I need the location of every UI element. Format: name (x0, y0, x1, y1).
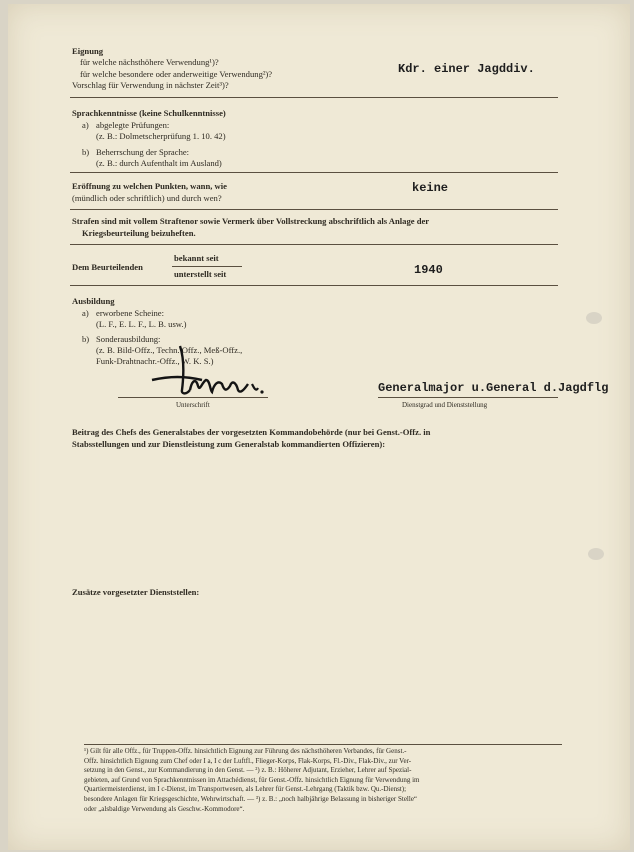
beitrag-line-2: Stabsstellungen und zur Dienstleistung zum Generalstab kommandierten Offizieren): (72, 439, 386, 449)
divider (70, 285, 558, 286)
unterschrift-label: Unterschrift (176, 401, 210, 409)
ausbildung-b-text: Sonderausbildung: (96, 334, 161, 344)
sprache-heading: Sprachkenntnisse (keine Schulkenntnisse) (72, 108, 226, 118)
eignung-answer: Kdr. einer Jagddiv. (398, 62, 535, 76)
eignung-line-1: für welche nächsthöhere Verwendung¹)? (80, 57, 219, 67)
handwritten-signature (140, 340, 270, 400)
ausbildung-heading: Ausbildung (72, 296, 115, 306)
dienstgrad-value: Generalmajor u.General d.Jagdflg (378, 381, 609, 395)
punch-hole-bottom (588, 548, 604, 560)
unterstellt-seit-label: unterstellt seit (174, 269, 227, 279)
ausbildung-b-label: b) (82, 334, 90, 344)
punch-hole-top (586, 312, 602, 324)
strafen-line-2: Kriegsbeurteilung beizuheften. (82, 228, 196, 238)
ausbildung-b-example-2: Funk-Drahtnachr.-Offz., W. K. S.) (96, 356, 214, 366)
beurteilender-label: Dem Beurteilenden (72, 262, 143, 272)
footnote-line: gebieten, auf Grund von Sprachkenntnissen im Attachédienst, für Genst.-Offz. hinsichtlich Eignung für Verwendung im (84, 775, 420, 784)
eroeffnung-line-1: Eröffnung zu welchen Punkten, wann, wie (72, 181, 227, 191)
eroeffnung-line-2: (mündlich oder schriftlich) und durch wen? (72, 193, 222, 203)
dienstgrad-line (378, 397, 558, 398)
footnote-rule (84, 744, 562, 745)
divider (70, 97, 558, 98)
eignung-line-2: für welche besondere oder anderweitige Verwendung²)? (80, 69, 273, 79)
ausbildung-a-example: (L. F., E. L. F., L. B. usw.) (96, 319, 187, 329)
divider (70, 209, 558, 210)
footnote (84, 747, 562, 814)
sprache-a-label: a) (82, 120, 89, 130)
sprache-b-text: Beherrschung der Sprache: (96, 147, 190, 157)
sprache-a-example: (z. B.: Dolmetscherprüfung 1. 10. 42) (96, 131, 226, 141)
footnote-line: oder „alsbaldige Verwendung als Geschw.-Kommodore“. (84, 804, 245, 813)
zusaetze-label: Zusätze vorgesetzter Dienststellen: (72, 587, 200, 597)
footnote-line: setzung in den Genst., zur Kommandierung in den Genst. — ²) z. B.: Höherer Adjutant, Erzieher, Lehrer auf Spezial- (84, 766, 412, 775)
signature-line (118, 397, 268, 398)
eignung-heading: Eignung (72, 46, 104, 56)
dienstgrad-label: Dienstgrad und Dienststellung (402, 401, 488, 409)
footnote-line: besondere Anlagen für Kriegsgeschichte, Wehrwirtschaft. — ³) z. B.: „noch halbjährige Belassung in bisheriger Stelle“ (84, 794, 418, 803)
sprache-a-text: abgelegte Prüfungen: (96, 120, 170, 130)
ausbildung-a-text: erworbene Scheine: (96, 308, 165, 318)
footnote-line: Offz. hinsichtlich Eignung zum Chef oder I a, I c der Luftfl., Flieger-Korps, Flak-Korps, Fl.-Div., Flak-Div., zur Ver- (84, 756, 412, 765)
eroeffnung-answer: keine (412, 181, 449, 195)
fraction-line (172, 266, 242, 267)
ausbildung-b-example-1: (z. B. Bild-Offz., Techn. Offz., Meß-Offz., (96, 345, 243, 355)
sprache-b-label: b) (82, 147, 90, 157)
divider (70, 244, 558, 245)
divider (70, 172, 558, 173)
document-page (8, 4, 630, 850)
beurteilender-answer: 1940 (414, 263, 443, 277)
beitrag-line-1: Beitrag des Chefs des Generalstabes der vorgesetzten Kommandobehörde (nur bei Genst.-Offz. in (72, 427, 431, 437)
bekannt-seit-label: bekannt seit (174, 253, 219, 263)
strafen-line-1: Strafen sind mit vollem Straftenor sowie Vermerk über Vollstreckung abschriftlich als Anlage der (72, 216, 430, 226)
eignung-line-3: Vorschlag für Verwendung in nächster Zeit³)? (72, 80, 229, 90)
footnote-line: ¹) Gilt für alle Offz., für Truppen-Offz. hinsichtlich Eignung zur Führung des nächsthöheren Verbandes, für Genst.- (84, 747, 407, 755)
ausbildung-a-label: a) (82, 308, 89, 318)
sprache-b-example: (z. B.: durch Aufenthalt im Ausland) (96, 158, 222, 168)
footnote-line: Quartiermeisterdienst, im I c-Dienst, im Transportwesen, als Lehrer für Genst.-Lehrgang (Taktik bzw. Qu.-Dienst); (84, 785, 407, 794)
